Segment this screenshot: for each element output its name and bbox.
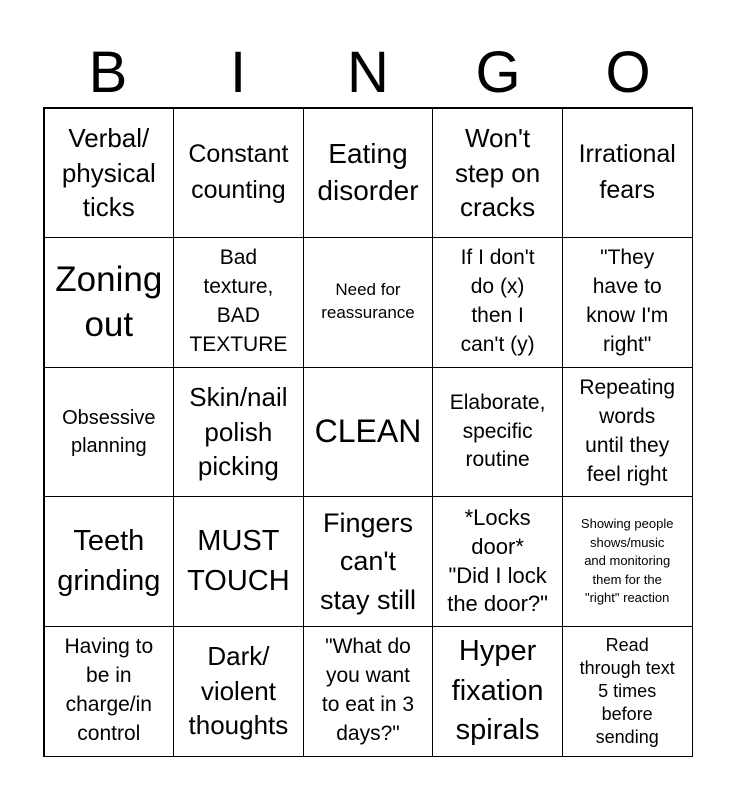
header-letter-b: B xyxy=(88,40,128,105)
bingo-cell[interactable] xyxy=(303,367,434,498)
cell-text: If I don't do (x) then I can't (y) xyxy=(460,246,535,357)
bingo-cell[interactable] xyxy=(562,237,693,368)
bingo-cell[interactable] xyxy=(303,626,434,757)
cell-text: Elaborate, specific routine xyxy=(449,390,546,472)
cell-text: Verbal/ physical ticks xyxy=(61,122,156,223)
header-letter-n: N xyxy=(347,40,389,105)
cell-text: Irrational fears xyxy=(578,140,676,204)
cell-text: Fingers can't stay still xyxy=(319,508,416,615)
bingo-cell[interactable] xyxy=(562,108,693,239)
bingo-cell[interactable] xyxy=(562,626,693,757)
cell-text: Teeth grinding xyxy=(57,525,161,597)
cell-text: Having to be in charge/in control xyxy=(64,635,154,746)
bingo-cell[interactable] xyxy=(432,626,563,757)
bingo-cell[interactable] xyxy=(562,496,693,627)
cell-text: "What do you want to eat in 3 days?" xyxy=(321,635,415,746)
bingo-cell[interactable] xyxy=(432,108,563,239)
bingo-cell[interactable] xyxy=(44,108,175,239)
header-letter-o: O xyxy=(605,40,651,105)
cell-text: Zoning out xyxy=(55,259,163,345)
bingo-cell[interactable] xyxy=(432,367,563,498)
header-letter-g: G xyxy=(475,40,521,105)
cell-text: *Locks door* "Did I lock the door?" xyxy=(447,505,548,617)
cell-text: Won't step on cracks xyxy=(454,122,541,223)
cell-text: MUST TOUCH xyxy=(187,525,290,597)
bingo-cell[interactable] xyxy=(432,496,563,627)
bingo-board xyxy=(43,107,693,757)
cell-text: "They have to know I'm right" xyxy=(586,246,669,357)
cell-text: Eating disorder xyxy=(317,138,419,206)
bingo-cell[interactable] xyxy=(173,626,304,757)
bingo-cell[interactable] xyxy=(173,237,304,368)
cell-text: Showing people shows/music and monitoring them for the "right" reaction xyxy=(580,516,674,606)
cell-text: Bad texture, BAD TEXTURE xyxy=(189,246,288,357)
cell-text: Read through text 5 times before sending xyxy=(579,634,675,747)
header-letter-i: I xyxy=(229,40,247,105)
cell-text: Dark/ violent thoughts xyxy=(188,641,289,741)
cell-text: Constant counting xyxy=(188,140,289,204)
bingo-cell[interactable] xyxy=(303,496,434,627)
cell-text: CLEAN xyxy=(314,413,422,450)
bingo-cell[interactable] xyxy=(44,237,175,368)
bingo-cell[interactable] xyxy=(173,496,304,627)
cell-text: Obsessive planning xyxy=(62,406,156,457)
cell-text: Need for reassurance xyxy=(321,280,415,323)
bingo-cell[interactable] xyxy=(44,367,175,498)
bingo-cell[interactable] xyxy=(303,237,434,368)
cell-text: Repeating words until they feel right xyxy=(579,376,676,486)
bingo-cell[interactable] xyxy=(44,496,175,627)
bingo-cell[interactable] xyxy=(173,367,304,498)
cell-text: Hyper fixation spirals xyxy=(451,635,544,746)
bingo-header xyxy=(43,40,693,106)
bingo-cell[interactable] xyxy=(173,108,304,239)
bingo-cell[interactable] xyxy=(303,108,434,239)
bingo-cell[interactable] xyxy=(44,626,175,757)
bingo-cell[interactable] xyxy=(432,237,563,368)
cell-text: Skin/nail polish picking xyxy=(189,382,288,482)
bingo-cell[interactable] xyxy=(562,367,693,498)
